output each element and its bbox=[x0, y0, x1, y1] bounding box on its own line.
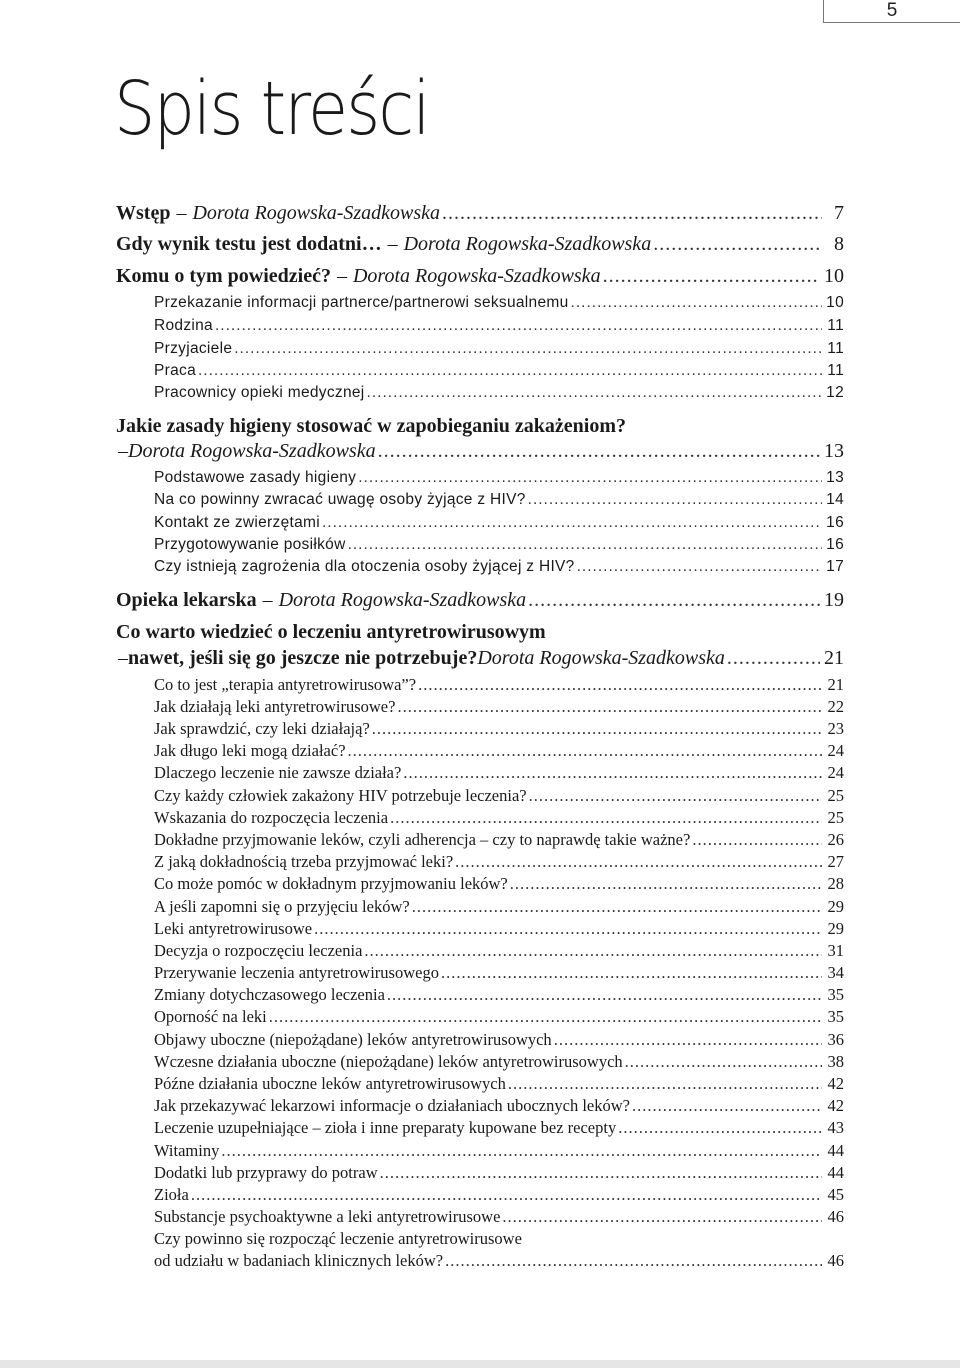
toc-author: Dorota Rogowska-Szadkowska bbox=[128, 440, 376, 462]
toc-dash: – bbox=[387, 233, 398, 255]
toc-title: nawet, jeśli się go jeszcze nie potrzebuje? bbox=[128, 647, 478, 669]
dot-leader bbox=[269, 1007, 822, 1027]
toc-section[interactable] bbox=[154, 469, 844, 493]
toc-title: Jak długo leki mogą działać? bbox=[154, 741, 346, 760]
toc-section[interactable] bbox=[154, 1118, 844, 1142]
toc-section[interactable] bbox=[154, 1141, 844, 1165]
toc-page-number: 45 bbox=[827, 1185, 844, 1204]
toc-section[interactable] bbox=[154, 830, 844, 854]
toc-title: Rodzina bbox=[154, 317, 213, 334]
dot-leader bbox=[632, 1096, 822, 1116]
toc-page-number: 21 bbox=[827, 675, 844, 694]
toc-title: Gdy wynik testu jest dodatni… bbox=[116, 233, 382, 255]
toc-page-number: 35 bbox=[827, 985, 844, 1004]
toc-section[interactable] bbox=[154, 536, 844, 560]
toc-page-number: 14 bbox=[826, 491, 844, 508]
toc-page-number: 21 bbox=[824, 647, 844, 669]
toc-title: Decyzja o rozpoczęciu leczenia bbox=[154, 941, 363, 960]
dot-leader bbox=[418, 675, 822, 695]
toc-dash: – bbox=[176, 202, 187, 224]
toc-title: Dodatki lub przyprawy do potraw bbox=[154, 1163, 378, 1182]
toc-section[interactable] bbox=[154, 294, 844, 318]
dot-leader bbox=[441, 963, 822, 983]
dot-leader bbox=[221, 1141, 822, 1161]
dot-leader bbox=[387, 985, 822, 1005]
dot-leader bbox=[314, 919, 822, 939]
toc-title: Witaminy bbox=[154, 1141, 220, 1160]
toc-section[interactable] bbox=[154, 317, 844, 341]
toc-page-number: 36 bbox=[827, 1030, 844, 1049]
toc-section[interactable] bbox=[154, 786, 844, 810]
toc-page-number: 43 bbox=[827, 1118, 844, 1137]
dot-leader bbox=[727, 647, 820, 670]
toc-page-number: 16 bbox=[826, 514, 844, 531]
toc-page-number: 12 bbox=[826, 384, 844, 401]
dot-leader bbox=[445, 1251, 822, 1271]
dot-leader bbox=[378, 440, 820, 463]
toc-section[interactable] bbox=[154, 941, 844, 965]
toc-page-number: 7 bbox=[834, 202, 844, 224]
dot-leader bbox=[502, 1207, 822, 1227]
toc-section[interactable] bbox=[154, 491, 844, 515]
dot-leader bbox=[372, 719, 822, 739]
dot-leader bbox=[215, 317, 822, 335]
toc-page-number: 23 bbox=[827, 719, 844, 738]
toc-page-number: 8 bbox=[834, 233, 844, 255]
toc-page-number: 22 bbox=[827, 697, 844, 716]
toc-title: Co warto wiedzieć o leczeniu antyretrowirusowym bbox=[116, 621, 546, 643]
toc-page-number: 25 bbox=[827, 808, 844, 827]
toc-title: Zioła bbox=[154, 1185, 189, 1204]
toc-title: Na co powinny zwracać uwagę osoby żyjące z HIV? bbox=[154, 491, 526, 508]
toc-title: Jak sprawdzić, czy leki działają? bbox=[154, 719, 370, 738]
toc-page-number: 11 bbox=[827, 317, 844, 334]
toc-page-number: 26 bbox=[827, 830, 844, 849]
dot-leader bbox=[603, 265, 820, 288]
toc-chapter[interactable] bbox=[116, 415, 844, 439]
toc-chapter[interactable] bbox=[116, 589, 844, 613]
dot-leader bbox=[625, 1052, 822, 1072]
toc-section[interactable] bbox=[154, 1030, 844, 1054]
toc-section[interactable] bbox=[154, 675, 844, 699]
toc-page-number: 25 bbox=[827, 786, 844, 805]
dot-leader bbox=[455, 852, 822, 872]
toc-page-number: 24 bbox=[827, 763, 844, 782]
bottom-strip bbox=[0, 1360, 960, 1368]
toc-page-number: 19 bbox=[824, 589, 844, 611]
dot-leader bbox=[618, 1118, 822, 1138]
toc-section[interactable] bbox=[154, 558, 844, 582]
toc-section[interactable] bbox=[154, 1207, 844, 1231]
dot-leader bbox=[528, 589, 820, 612]
toc-section[interactable] bbox=[154, 741, 844, 765]
toc-chapter[interactable] bbox=[118, 647, 844, 671]
dot-leader bbox=[529, 786, 822, 806]
toc-page-number: 11 bbox=[827, 340, 844, 357]
toc-title: Opieka lekarska bbox=[116, 589, 257, 611]
toc-page-number: 35 bbox=[827, 1007, 844, 1026]
dot-leader bbox=[412, 897, 822, 917]
toc-title: Komu o tym powiedzieć? bbox=[116, 265, 331, 287]
dot-leader bbox=[390, 808, 822, 828]
toc-page-number: 46 bbox=[827, 1207, 844, 1226]
toc-title: Czy istnieją zagrożenia dla otoczenia osoby żyjącej z HIV? bbox=[154, 558, 575, 575]
toc-section[interactable] bbox=[154, 763, 844, 787]
toc-title: Oporność na leki bbox=[154, 1007, 267, 1026]
toc-dash: – bbox=[262, 589, 273, 611]
toc-title: Kontakt ze zwierzętami bbox=[154, 514, 320, 531]
toc-section[interactable] bbox=[154, 1096, 844, 1120]
toc-title: Dlaczego leczenie nie zawsze działa? bbox=[154, 763, 402, 782]
toc-page-number: 44 bbox=[827, 1141, 844, 1160]
dot-leader bbox=[571, 294, 822, 312]
toc-title: Wskazania do rozpoczęcia leczenia bbox=[154, 808, 389, 827]
dot-leader bbox=[191, 1185, 822, 1205]
dot-leader bbox=[510, 874, 822, 894]
toc-section[interactable] bbox=[154, 874, 844, 898]
dot-leader bbox=[358, 469, 822, 487]
toc-section[interactable] bbox=[154, 514, 844, 538]
toc-page-number: 42 bbox=[827, 1096, 844, 1115]
toc-page-number: 28 bbox=[827, 874, 844, 893]
toc-title: A jeśli zapomni się o przyjęciu leków? bbox=[154, 897, 410, 916]
toc-chapter[interactable] bbox=[116, 621, 844, 645]
toc-section[interactable] bbox=[154, 719, 844, 743]
toc-section[interactable] bbox=[154, 1074, 844, 1098]
toc-title: Zmiany dotychczasowego leczenia bbox=[154, 985, 385, 1004]
toc-dash: – bbox=[118, 440, 128, 462]
toc-title: Pracownicy opieki medycznej bbox=[154, 384, 365, 401]
toc-page-number: 27 bbox=[827, 852, 844, 871]
dot-leader bbox=[403, 763, 822, 783]
toc-chapter[interactable] bbox=[116, 202, 844, 226]
toc-page-number: 13 bbox=[824, 440, 844, 462]
dot-leader bbox=[653, 233, 822, 256]
toc-title: Wstęp bbox=[116, 202, 171, 224]
toc-page-number: 46 bbox=[827, 1251, 844, 1270]
toc-title: Co to jest „terapia antyretrowirusowa”? bbox=[154, 675, 417, 694]
toc-page-number: 24 bbox=[827, 741, 844, 760]
dot-leader bbox=[380, 1163, 822, 1183]
toc-title: Leczenie uzupełniające – zioła i inne preparaty kupowane bez recepty bbox=[154, 1118, 617, 1137]
toc-title: Jak działają leki antyretrowirusowe? bbox=[154, 697, 396, 716]
toc-title: Leki antyretrowirusowe bbox=[154, 919, 313, 938]
toc-chapter[interactable] bbox=[116, 233, 844, 257]
toc-section[interactable] bbox=[154, 697, 844, 721]
toc-dash: – bbox=[118, 647, 128, 669]
toc-section[interactable] bbox=[154, 963, 844, 987]
toc-title: Czy powinno się rozpocząć leczenie antyretrowirusowe bbox=[154, 1229, 522, 1248]
toc-page-number: 17 bbox=[826, 558, 844, 575]
toc-chapter[interactable] bbox=[118, 440, 844, 464]
toc-section[interactable] bbox=[154, 919, 844, 943]
dot-leader bbox=[367, 384, 822, 402]
toc-section[interactable] bbox=[154, 897, 844, 921]
toc-section[interactable] bbox=[154, 808, 844, 832]
toc-page-number: 42 bbox=[827, 1074, 844, 1093]
page-number: 5 bbox=[823, 0, 960, 23]
toc-section[interactable] bbox=[154, 340, 844, 364]
toc-section[interactable] bbox=[154, 1163, 844, 1187]
toc-title: Jakie zasady higieny stosować w zapobieganiu zakażeniom? bbox=[116, 415, 627, 437]
toc-author: Dorota Rogowska-Szadkowska bbox=[278, 589, 527, 611]
toc-section[interactable] bbox=[154, 1251, 844, 1275]
toc-page-number: 34 bbox=[827, 963, 844, 982]
toc-section[interactable] bbox=[154, 1052, 844, 1076]
toc-title: Wczesne działania uboczne (niepożądane) leków antyretrowirusowych bbox=[154, 1052, 623, 1071]
toc-title: Przekazanie informacji partnerce/partnerowi seksualnemu bbox=[154, 294, 569, 311]
toc-page-number: 16 bbox=[826, 536, 844, 553]
toc-title: Przyjaciele bbox=[154, 340, 233, 357]
toc-chapter[interactable] bbox=[116, 265, 844, 289]
toc-author: Dorota Rogowska-Szadkowska bbox=[477, 647, 725, 669]
toc-title: Jak przekazywać lekarzowi informacje o działaniach ubocznych leków? bbox=[154, 1096, 630, 1115]
toc-section[interactable] bbox=[154, 985, 844, 1009]
toc-title: od udziału w badaniach klinicznych leków? bbox=[154, 1251, 444, 1270]
toc-title: Z jaką dokładnością trzeba przyjmować leki? bbox=[154, 852, 454, 871]
toc-title: Co może pomóc w dokładnym przyjmowaniu leków? bbox=[154, 874, 508, 893]
dot-leader bbox=[528, 491, 822, 509]
toc-page-number: 13 bbox=[826, 469, 844, 486]
dot-leader bbox=[348, 536, 822, 554]
toc-page-number: 44 bbox=[827, 1163, 844, 1182]
toc-page-number: 10 bbox=[824, 265, 844, 287]
dot-leader bbox=[508, 1074, 822, 1094]
toc-section[interactable] bbox=[154, 1185, 844, 1209]
toc-section[interactable] bbox=[154, 362, 844, 386]
toc-section[interactable] bbox=[154, 384, 844, 408]
toc-title: Przerywanie leczenia antyretrowirusowego bbox=[154, 963, 439, 982]
toc-title: Przygotowywanie posiłków bbox=[154, 536, 346, 553]
toc-title: Podstawowe zasady higieny bbox=[154, 469, 357, 486]
toc-title: Dokładne przyjmowanie leków, czyli adherencja – czy to naprawdę takie ważne? bbox=[154, 830, 691, 849]
toc-page-number: 31 bbox=[827, 941, 844, 960]
toc-author: Dorota Rogowska-Szadkowska bbox=[403, 233, 652, 255]
toc-title: Późne działania uboczne leków antyretrowirusowych bbox=[154, 1074, 506, 1093]
dot-leader bbox=[577, 558, 822, 576]
toc-page-number: 29 bbox=[827, 919, 844, 938]
toc-title: Substancje psychoaktywne a leki antyretrowirusowe bbox=[154, 1207, 501, 1226]
toc-page-number: 29 bbox=[827, 897, 844, 916]
page-title: Spis treści bbox=[114, 66, 429, 152]
toc-page-number: 38 bbox=[827, 1052, 844, 1071]
toc-section[interactable] bbox=[154, 1007, 844, 1031]
dot-leader bbox=[322, 514, 822, 532]
dot-leader bbox=[554, 1030, 822, 1050]
toc-section[interactable] bbox=[154, 1229, 844, 1253]
dot-leader bbox=[234, 340, 822, 358]
dot-leader bbox=[397, 697, 822, 717]
toc-page-number: 10 bbox=[826, 294, 844, 311]
toc-page-number: 11 bbox=[827, 362, 844, 379]
toc-title: Czy każdy człowiek zakażony HIV potrzebuje leczenia? bbox=[154, 786, 527, 805]
dot-leader bbox=[198, 362, 822, 380]
dot-leader bbox=[364, 941, 822, 961]
toc-dash: – bbox=[336, 265, 347, 287]
toc-title: Objawy uboczne (niepożądane) leków antyretrowirusowych bbox=[154, 1030, 552, 1049]
dot-leader bbox=[348, 741, 822, 761]
toc-section[interactable] bbox=[154, 852, 844, 876]
toc-author: Dorota Rogowska-Szadkowska bbox=[192, 202, 441, 224]
toc-author: Dorota Rogowska-Szadkowska bbox=[352, 265, 601, 287]
dot-leader bbox=[442, 202, 822, 225]
dot-leader bbox=[692, 830, 822, 850]
toc-title: Praca bbox=[154, 362, 196, 379]
